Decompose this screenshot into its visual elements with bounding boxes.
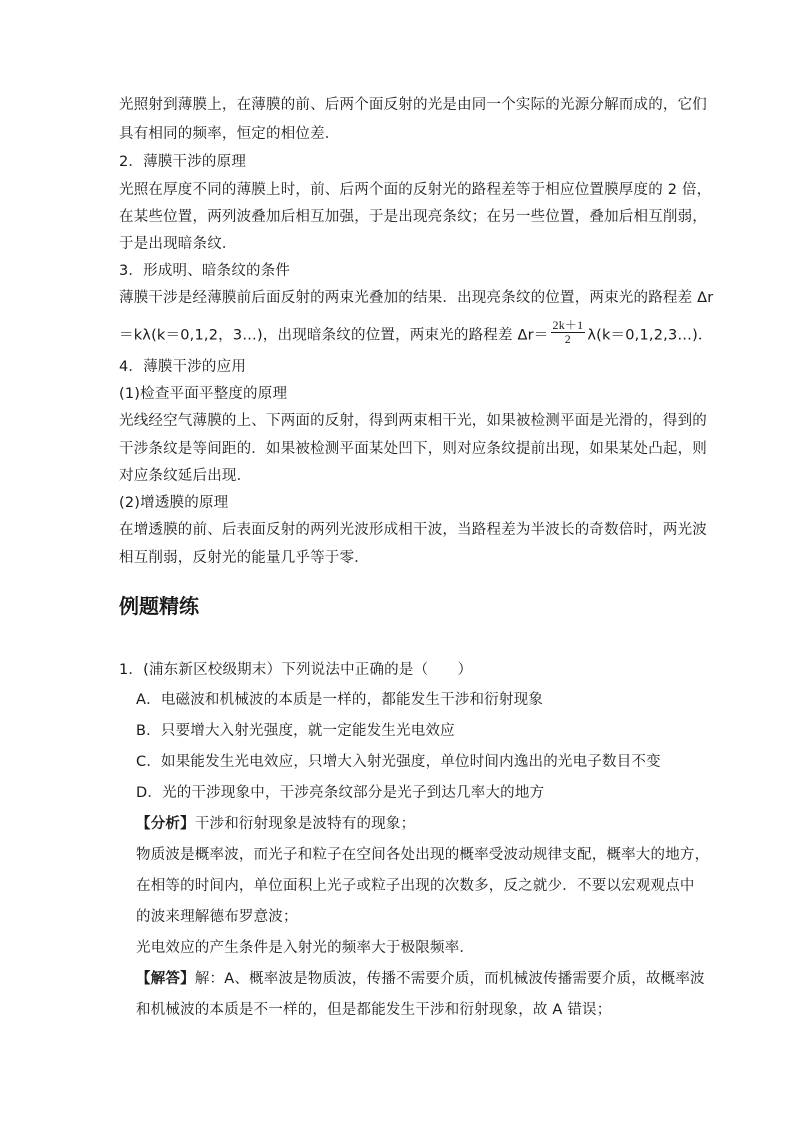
analysis-line-2: 物质波是概率波，而光子和粒子在空间各处出现的概率受波动规律支配，概率大的地方，: [136, 847, 710, 863]
answer-line-2: 和机械波的本质是不一样的，但是都能发生干涉和衍射现象，故 A 错误；: [136, 1002, 612, 1018]
fraction-denominator: 2: [564, 332, 571, 346]
section-4-sub-1: (1)检查平面平整度的原理: [119, 386, 288, 402]
analysis-line-4: 的波来理解德布罗意波；: [136, 909, 298, 925]
section-2-heading: 2．薄膜干涉的原理: [119, 154, 247, 170]
section-4-sub-1-line-1: 光线经空气薄膜的上、下两面的反射，得到两束相干光，如果被检测平面是光滑的，得到的: [119, 413, 707, 429]
section-2-line-1: 光照在厚度不同的薄膜上时，前、后两个面的反射光的路程差等于相应位置膜厚度的 2 倍，: [119, 182, 712, 198]
intro-line-2: 具有相同的频率，恒定的相位差．: [119, 126, 340, 142]
section-4-sub-2: (2)增透膜的原理: [119, 495, 229, 511]
section-2-line-3: 于是出现暗条纹．: [119, 236, 237, 252]
section-3-line-2: [119, 318, 713, 349]
section-4-sub-2-line-1: 在增透膜的前、后表面反射的两列光波形成相干波，当路程差为半波长的奇数倍时，两光波: [119, 522, 707, 538]
analysis-text-1: 干涉和衍射现象是波特有的现象；: [194, 816, 416, 832]
answer-tag: 【解答】: [136, 971, 195, 987]
section-3-line-2-post: λ(k＝0,1,2,3…)．: [587, 327, 713, 344]
option-b: B．只要增大入射光强度，就一定能发生光电效应: [136, 723, 455, 739]
analysis-line-1: [136, 814, 696, 834]
question-1: 1．(浦东新区校级期末）下列说法中正确的是（ ）: [119, 662, 473, 678]
fraction-numerator: 2k＋1: [552, 318, 584, 332]
section-3-line-2-pre: ＝kλ(k＝0,1,2，3…)，出现暗条纹的位置，两束光的路程差 Δr＝: [119, 327, 549, 344]
section-4-heading: 4．薄膜干涉的应用: [119, 359, 247, 375]
intro-line-1: 光照射到薄膜上，在薄膜的前、后两个面反射的光是由同一个实际的光源分解而成的，它们: [119, 97, 707, 113]
analysis-tag: 【分析】: [136, 816, 195, 832]
section-3-line-1: 薄膜干涉是经薄膜前后面反射的两束光叠加的结果．出现亮条纹的位置，两束光的路程差 Δr: [119, 290, 714, 306]
section-2-line-2: 在某些位置，两列波叠加后相互加强，于是出现亮条纹；在另一些位置，叠加后相互削弱，: [119, 209, 707, 225]
section-4-sub-1-line-3: 对应条纹延后出现．: [119, 468, 252, 484]
section-3-heading: 3．形成明、暗条纹的条件: [119, 263, 291, 279]
option-d: D．光的干涉现象中，干涉亮条纹部分是光子到达几率大的地方: [136, 785, 545, 801]
answer-line-1: [136, 969, 705, 989]
option-c: C．如果能发生光电效应，只增大入射光强度，单位时间内逸出的光电子数目不变: [136, 754, 661, 770]
dark-fringe-fraction: [551, 319, 586, 346]
section-4-sub-2-line-2: 相互削弱，反射光的能量几乎等于零．: [119, 550, 369, 566]
option-a: A．电磁波和机械波的本质是一样的，都能发生干涉和衍射现象: [136, 692, 544, 708]
examples-title: 例题精练: [119, 594, 199, 618]
section-4-sub-1-line-2: 干涉条纹是等间距的．如果被检测平面某处凹下，则对应条纹提前出现，如果某处凸起，则: [119, 441, 707, 457]
analysis-line-5: 光电效应的产生条件是入射光的频率大于极限频率．: [136, 940, 475, 956]
analysis-line-3: 在相等的时间内，单位面积上光子或粒子出现的次数多，反之就少．不要以宏观观点中: [136, 878, 695, 894]
answer-text-1: 解：A、概率波是物质波，传播不需要介质，而机械波传播需要介质，故概率波: [194, 971, 705, 987]
